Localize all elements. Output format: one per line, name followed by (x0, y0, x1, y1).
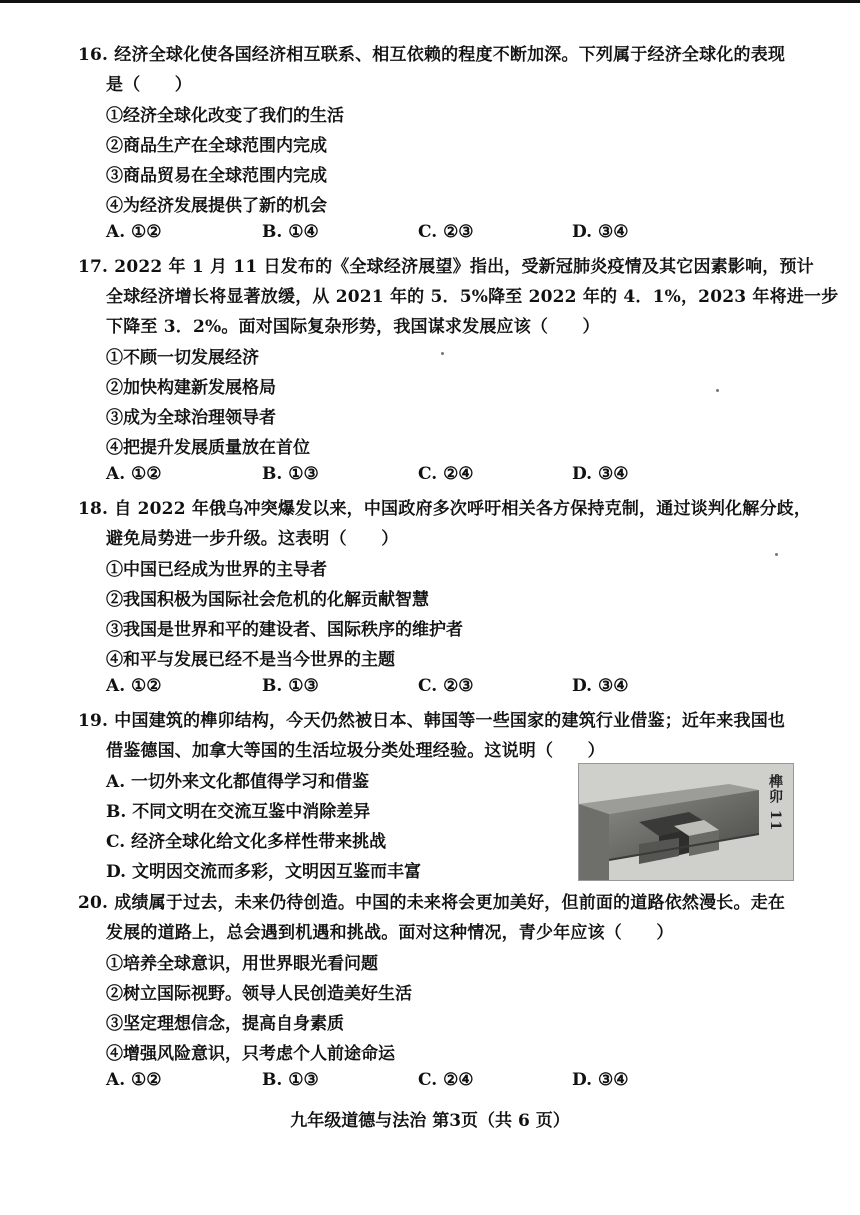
q20-item-4: ④增强风险意识，只考虑个人前途命运 (106, 1044, 395, 1064)
mortise-tenon-illustration (579, 764, 793, 880)
q16-item-2: ②商品生产在全球范围内完成 (106, 136, 327, 156)
q17-choice-c: C. ②④ (418, 464, 474, 484)
q17-item-1: ①不顾一切发展经济 (106, 348, 259, 368)
q19-option-d: D. 文明因交流而多彩，文明因互鉴而丰富 (106, 862, 421, 882)
q18-item-2: ②我国积极为国际社会危机的化解贡献智慧 (106, 590, 429, 610)
scan-speck (775, 553, 778, 556)
page-footer: 九年级道德与法治 第3页（共 6 页） (290, 1111, 570, 1131)
q16-item-3: ③商品贸易在全球范围内完成 (106, 166, 327, 186)
scan-speck (716, 389, 719, 392)
q17-stem-line3: 下降至 3．2%。面对国际复杂形势，我国谋求发展应该（ ） (106, 317, 600, 337)
photo-caption: 榫卯 11 (767, 774, 783, 832)
mortise-tenon-photo (578, 763, 794, 881)
top-border (0, 0, 860, 3)
q20-item-1: ①培养全球意识，用世界眼光看问题 (106, 954, 378, 974)
q17-choice-a: A. ①② (106, 464, 162, 484)
q18-stem-line1: 18. 自 2022 年俄乌冲突爆发以来，中国政府多次呼吁相关各方保持克制，通过谈判化解分歧， (78, 499, 812, 519)
q20-stem-line1: 20. 成绩属于过去，未来仍待创造。中国的未来将会更加美好，但前面的道路依然漫长。走在 (78, 893, 786, 913)
q16-choice-a: A. ①② (106, 222, 162, 242)
q20-item-3: ③坚定理想信念，提高自身素质 (106, 1014, 344, 1034)
q20-choice-a: A. ①② (106, 1070, 162, 1090)
q17-stem-line2: 全球经济增长将显著放缓，从 2021 年的 5．5%降至 2022 年的 4．1%，2023 年将进一步 (106, 287, 839, 307)
q17-choice-b: B. ①③ (262, 464, 319, 484)
q17-choice-d: D. ③④ (572, 464, 629, 484)
q17-item-3: ③成为全球治理领导者 (106, 408, 276, 428)
q16-item-1: ①经济全球化改变了我们的生活 (106, 106, 344, 126)
q20-choice-d: D. ③④ (572, 1070, 629, 1090)
q18-item-1: ①中国已经成为世界的主导者 (106, 560, 327, 580)
q17-item-2: ②加快构建新发展格局 (106, 378, 276, 398)
q19-option-b: B. 不同文明在交流互鉴中消除差异 (106, 802, 371, 822)
q18-choice-a: A. ①② (106, 676, 162, 696)
q16-stem-line1: 16. 经济全球化使各国经济相互联系、相互依赖的程度不断加深。下列属于经济全球化的表现 (78, 45, 786, 65)
q17-item-4: ④把提升发展质量放在首位 (106, 438, 310, 458)
q18-stem-line2: 避免局势进一步升级。这表明（ ） (106, 529, 399, 549)
q16-choice-c: C. ②③ (418, 222, 474, 242)
q19-option-a: A. 一切外来文化都值得学习和借鉴 (106, 772, 370, 792)
q16-item-4: ④为经济发展提供了新的机会 (106, 196, 327, 216)
q19-option-c: C. 经济全球化给文化多样性带来挑战 (106, 832, 387, 852)
q19-stem-line2: 借鉴德国、加拿大等国的生活垃圾分类处理经验。这说明（ ） (106, 741, 605, 761)
q18-choice-b: B. ①③ (262, 676, 319, 696)
q16-stem-line2: 是（ ） (106, 75, 192, 95)
q18-item-4: ④和平与发展已经不是当今世界的主题 (106, 650, 395, 670)
q20-choice-b: B. ①③ (262, 1070, 319, 1090)
q18-item-3: ③我国是世界和平的建设者、国际秩序的维护者 (106, 620, 463, 640)
q20-choice-c: C. ②④ (418, 1070, 474, 1090)
scan-speck (441, 352, 444, 355)
q17-stem-line1: 17. 2022 年 1 月 11 日发布的《全球经济展望》指出，受新冠肺炎疫情及其它因素影响，预计 (78, 257, 814, 277)
q20-stem-line2: 发展的道路上，总会遇到机遇和挑战。面对这种情况，青少年应该（ ） (106, 923, 674, 943)
q18-choice-d: D. ③④ (572, 676, 629, 696)
q18-choice-c: C. ②③ (418, 676, 474, 696)
q16-choice-d: D. ③④ (572, 222, 629, 242)
q20-item-2: ②树立国际视野。领导人民创造美好生活 (106, 984, 412, 1004)
q19-stem-line1: 19. 中国建筑的榫卯结构，今天仍然被日本、韩国等一些国家的建筑行业借鉴；近年来我国也 (78, 711, 786, 731)
q16-choice-b: B. ①④ (262, 222, 319, 242)
